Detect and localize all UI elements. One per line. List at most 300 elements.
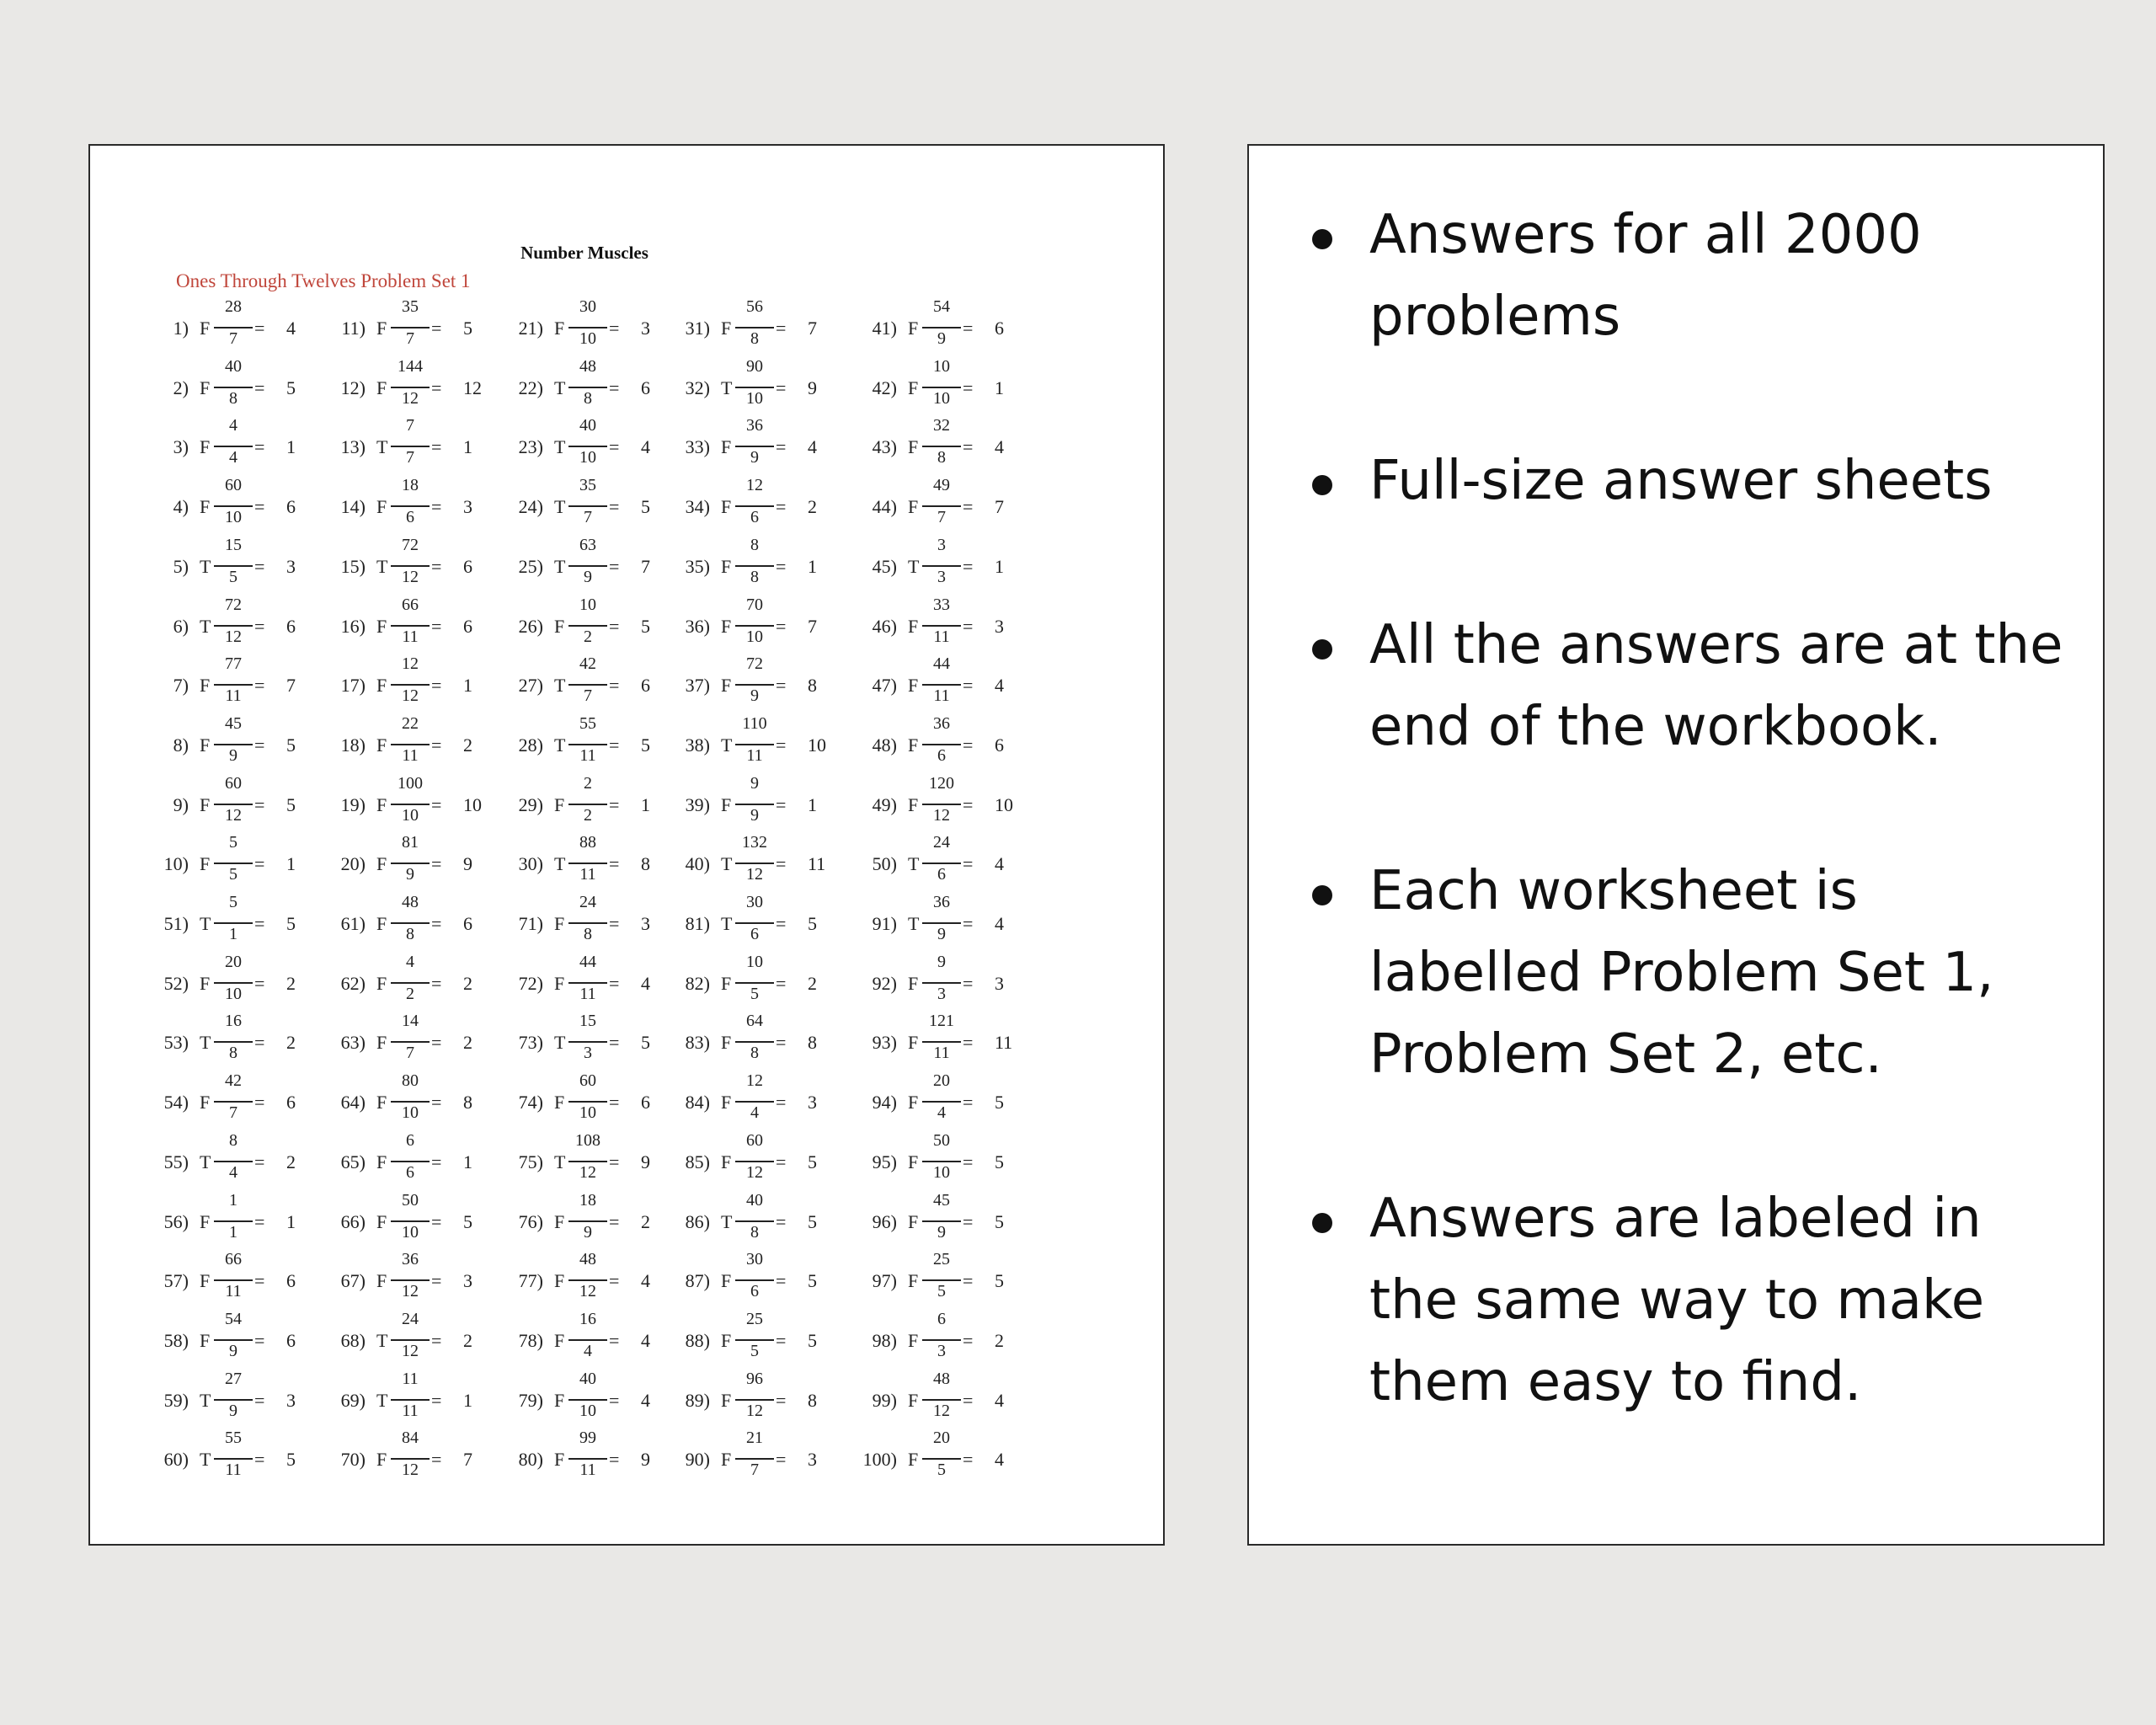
fraction [922,1071,961,1132]
problem-item [160,297,345,358]
problem-answer: 1 [808,555,817,577]
equals-sign: = [776,1210,787,1232]
problem-item [515,1370,700,1430]
equals-sign: = [431,1449,442,1471]
fraction-denominator: 6 [937,745,946,765]
true-false-mark: F [554,615,565,637]
fraction-denominator: 8 [750,567,759,586]
fraction-bar [214,922,253,924]
true-false-mark: F [908,318,919,339]
problem-answer: 6 [286,1270,296,1292]
fraction-numerator: 40 [746,1190,763,1210]
problem-item [515,297,700,358]
problem-item [515,774,700,835]
fraction [735,833,774,894]
fraction-denominator: 10 [225,984,242,1003]
problem-number: 20) [340,853,366,875]
fraction [922,774,961,835]
true-false-mark: T [200,1449,211,1471]
fraction-denominator: 12 [402,388,419,408]
fraction-bar [214,387,253,388]
fraction-numerator: 5 [229,893,237,911]
equals-sign: = [431,1210,442,1232]
problem-number: 24) [518,496,543,518]
fraction-bar [214,1220,253,1222]
problem-answer: 4 [641,972,650,994]
fraction-bar [214,446,253,447]
fraction-denominator: 4 [229,1162,237,1182]
true-false-mark: T [376,436,388,458]
true-false-mark: F [908,496,919,518]
fraction-denominator: 7 [406,329,414,348]
problem-number: 92) [872,972,897,994]
fraction-bar [568,1161,607,1162]
fraction [214,1370,253,1430]
fraction-denominator: 6 [406,508,414,527]
feature-card [1247,144,2105,1546]
fraction [735,297,774,358]
problem-number: 3) [173,436,189,458]
fraction-numerator: 72 [225,595,242,614]
fraction-bar [391,1161,430,1162]
problem-item [868,1012,1054,1072]
problem-item [160,953,345,1013]
problem-item [160,595,345,656]
true-false-mark: F [376,793,387,815]
fraction-denominator: 11 [579,745,596,765]
equals-sign: = [254,1032,265,1054]
fraction-bar [568,804,607,805]
fraction-bar [735,565,774,567]
fraction-numerator: 6 [406,1130,414,1150]
problem-answer: 6 [995,318,1004,339]
true-false-mark: F [908,734,919,756]
fraction [214,1429,253,1489]
fraction [568,893,607,953]
fraction [735,1310,774,1370]
equals-sign: = [776,1270,787,1292]
problem-answer: 1 [463,675,472,697]
fraction-bar [391,387,430,388]
fraction-denominator: 6 [750,925,759,943]
fraction [391,357,430,418]
equals-sign: = [963,1329,974,1351]
fraction-numerator: 48 [933,1369,950,1388]
fraction-numerator: 100 [398,773,423,793]
fraction-numerator: 7 [406,416,414,435]
fraction [922,1310,961,1370]
fraction [922,1370,961,1430]
true-false-mark: F [376,1270,387,1292]
problem-item [160,833,345,894]
problem-item [681,476,867,537]
fraction [922,357,961,418]
equals-sign: = [963,377,974,398]
feature-item [1312,1178,2087,1423]
fraction [735,1071,774,1132]
fraction-denominator: 8 [584,388,592,408]
problem-item [337,1310,522,1370]
fraction [922,1250,961,1311]
fraction-numerator: 90 [746,356,763,376]
problem-number: 47) [872,675,897,697]
fraction [922,833,961,894]
true-false-mark: F [554,1210,565,1232]
fraction-numerator: 12 [402,654,419,674]
fraction-bar [568,1279,607,1281]
fraction-numerator: 20 [225,952,242,971]
fraction-denominator: 12 [402,567,419,586]
fraction-bar [391,446,430,447]
true-false-mark: F [200,853,211,875]
problem-number: 55) [163,1151,189,1172]
fraction [922,953,961,1013]
problem-item [868,297,1054,358]
fraction-bar [922,1339,961,1341]
fraction [568,654,607,715]
fraction-numerator: 25 [933,1250,950,1269]
problem-answer: 5 [808,1151,817,1172]
true-false-mark: F [554,318,565,339]
problem-number: 68) [340,1329,366,1351]
fraction [391,1310,430,1370]
fraction-numerator: 6 [937,1309,946,1328]
true-false-mark: T [200,1032,211,1054]
true-false-mark: F [908,615,919,637]
fraction-denominator: 11 [746,745,763,765]
equals-sign: = [254,1092,265,1114]
problem-answer: 1 [286,853,296,875]
fraction-bar [391,1101,430,1103]
fraction-numerator: 32 [933,416,950,435]
problem-answer: 5 [995,1210,1004,1232]
true-false-mark: F [200,496,211,518]
problem-item [515,833,700,894]
fraction-numerator: 25 [746,1309,763,1328]
fraction [214,1012,253,1072]
fraction-denominator: 12 [225,627,242,646]
fraction-bar [214,1339,253,1341]
problem-item [160,893,345,953]
problem-answer: 2 [286,972,296,994]
fraction-bar [922,387,961,388]
fraction-bar [922,505,961,507]
problem-item [337,1191,522,1252]
problem-answer: 6 [286,1329,296,1351]
fraction-numerator: 18 [579,1190,596,1210]
problem-answer: 8 [808,1389,817,1411]
fraction-denominator: 6 [750,508,759,527]
problem-item [160,654,345,715]
problem-item [515,714,700,775]
equals-sign: = [609,1329,620,1351]
problem-item [515,536,700,596]
fraction-denominator: 10 [933,1162,950,1182]
problem-number: 6) [173,615,189,637]
true-false-mark: F [200,972,211,994]
true-false-mark: F [554,793,565,815]
fraction [735,1250,774,1311]
fraction [735,774,774,835]
fraction-denominator: 4 [750,1103,759,1123]
problem-item [337,774,522,835]
fraction-numerator: 20 [933,1071,950,1091]
true-false-mark: T [721,734,733,756]
problem-item [337,1429,522,1489]
true-false-mark: T [908,555,920,577]
fraction-numerator: 70 [746,595,763,614]
problem-answer: 6 [463,615,472,637]
fraction-denominator: 11 [225,686,242,706]
fraction [214,1250,253,1311]
true-false-mark: F [721,675,732,697]
fraction-denominator: 6 [937,865,946,884]
true-false-mark: F [200,1270,211,1292]
problem-answer: 9 [641,1151,650,1172]
problem-answer: 5 [995,1151,1004,1172]
fraction-bar [568,446,607,447]
problem-answer: 8 [808,675,817,697]
fraction [922,1191,961,1252]
equals-sign: = [431,793,442,815]
problem-item [515,1131,700,1192]
problem-item [868,893,1054,953]
problem-item [160,774,345,835]
fraction-denominator: 1 [229,925,237,943]
problem-item [337,1370,522,1430]
problem-number: 5) [173,555,189,577]
problem-number: 61) [340,913,366,934]
equals-sign: = [963,1449,974,1471]
problem-item [337,1250,522,1311]
fraction-numerator: 48 [402,893,419,911]
fraction-denominator: 9 [229,745,237,765]
problem-answer: 3 [463,496,472,518]
fraction-bar [568,565,607,567]
fraction-denominator: 6 [406,1162,414,1182]
fraction [391,476,430,537]
worksheet-page [88,144,1165,1546]
problem-number: 43) [872,436,897,458]
fraction-denominator: 3 [937,1341,946,1360]
fraction-denominator: 10 [933,388,950,408]
equals-sign: = [431,1092,442,1114]
true-false-mark: T [554,496,566,518]
fraction-bar [922,446,961,447]
problem-answer: 10 [463,793,482,815]
fraction-denominator: 5 [937,1461,946,1480]
fraction-denominator: 8 [750,1222,759,1242]
problem-answer: 1 [463,1151,472,1172]
true-false-mark: T [721,377,733,398]
fraction [568,1012,607,1072]
fraction-numerator: 22 [402,713,419,733]
fraction-bar [568,922,607,924]
fraction-bar [214,1399,253,1401]
problem-item [160,1191,345,1252]
equals-sign: = [609,318,620,339]
fraction-numerator: 8 [750,535,759,554]
fraction [391,654,430,715]
fraction-denominator: 8 [750,1044,759,1063]
fraction-bar [214,1161,253,1162]
fraction-bar [568,1458,607,1460]
fraction-denominator: 9 [750,805,759,825]
fraction-bar [214,565,253,567]
problem-number: 28) [518,734,543,756]
equals-sign: = [254,793,265,815]
equals-sign: = [431,1151,442,1172]
fraction [391,1429,430,1489]
equals-sign: = [963,1151,974,1172]
equals-sign: = [963,734,974,756]
fraction [568,297,607,358]
problem-answer: 6 [286,615,296,637]
fraction-denominator: 7 [937,508,946,527]
problem-item [160,1131,345,1192]
fraction-bar [735,1041,774,1043]
problem-number: 98) [872,1329,897,1351]
problem-number: 21) [518,318,543,339]
problem-item [160,1429,345,1489]
true-false-mark: T [554,675,566,697]
fraction-denominator: 3 [937,567,946,586]
true-false-mark: F [908,1329,919,1351]
true-false-mark: F [376,1032,387,1054]
problem-answer: 2 [463,1032,472,1054]
fraction-denominator: 10 [579,448,596,467]
problem-number: 31) [685,318,710,339]
problem-answer: 7 [808,318,817,339]
problem-item [515,1012,700,1072]
fraction-bar [214,744,253,745]
fraction [568,1071,607,1132]
problem-answer: 5 [641,615,650,637]
problem-number: 48) [872,734,897,756]
fraction-bar [568,982,607,984]
fraction-denominator: 9 [229,1341,237,1360]
fraction-numerator: 15 [225,535,242,554]
true-false-mark: F [200,318,211,339]
problem-number: 87) [685,1270,710,1292]
fraction-denominator: 5 [229,865,237,884]
problem-answer: 2 [286,1151,296,1172]
problem-item [681,536,867,596]
problem-number: 73) [518,1032,543,1054]
fraction-denominator: 11 [579,1461,596,1480]
fraction-denominator: 1 [229,1222,237,1242]
fraction-denominator: 11 [402,745,419,765]
problem-answer: 4 [641,1389,650,1411]
true-false-mark: F [376,675,387,697]
problem-number: 88) [685,1329,710,1351]
true-false-mark: T [200,913,211,934]
fraction-denominator: 11 [579,984,596,1003]
problem-number: 36) [685,615,710,637]
equals-sign: = [963,913,974,934]
fraction-denominator: 9 [584,1222,592,1242]
problem-number: 70) [340,1449,366,1471]
equals-sign: = [776,972,787,994]
fraction-numerator: 60 [579,1071,596,1091]
fraction-bar [735,744,774,745]
fraction-numerator: 24 [933,833,950,852]
true-false-mark: T [554,1032,566,1054]
problem-item [337,714,522,775]
problem-item [868,654,1054,715]
fraction-bar [568,1339,607,1341]
equals-sign: = [776,913,787,934]
true-false-mark: F [376,1210,387,1232]
true-false-mark: F [376,496,387,518]
fraction-bar [922,1279,961,1281]
equals-sign: = [254,1389,265,1411]
equals-sign: = [431,1389,442,1411]
fraction-denominator: 8 [229,388,237,408]
fraction-numerator: 72 [746,654,763,674]
fraction [214,714,253,775]
problem-number: 10) [163,853,189,875]
fraction-bar [568,327,607,328]
problem-number: 82) [685,972,710,994]
equals-sign: = [776,675,787,697]
fraction-numerator: 36 [746,416,763,435]
fraction [735,893,774,953]
fraction-denominator: 2 [406,984,414,1003]
fraction-denominator: 10 [579,1401,596,1420]
fraction-numerator: 14 [402,1012,419,1031]
true-false-mark: F [200,734,211,756]
true-false-mark: F [721,1151,732,1172]
fraction-denominator: 10 [579,329,596,348]
equals-sign: = [431,318,442,339]
fraction-numerator: 24 [402,1309,419,1328]
problem-number: 64) [340,1092,366,1114]
equals-sign: = [963,1032,974,1054]
fraction [568,595,607,656]
problem-number: 90) [685,1449,710,1471]
equals-sign: = [254,318,265,339]
problem-item [868,1250,1054,1311]
fraction-numerator: 18 [402,476,419,495]
problem-number: 59) [163,1389,189,1411]
fraction-numerator: 48 [579,1250,596,1269]
fraction-denominator: 10 [402,805,419,825]
problem-answer: 5 [995,1270,1004,1292]
true-false-mark: F [376,1092,387,1114]
fraction-denominator: 10 [402,1103,419,1123]
fraction-numerator: 27 [225,1369,242,1388]
fraction-denominator: 4 [584,1341,592,1360]
fraction [391,1071,430,1132]
fraction-numerator: 132 [742,833,767,852]
equals-sign: = [431,675,442,697]
true-false-mark: T [554,377,566,398]
fraction-bar [391,1399,430,1401]
problem-answer: 5 [808,913,817,934]
equals-sign: = [963,853,974,875]
equals-sign: = [776,615,787,637]
fraction-numerator: 55 [579,713,596,733]
fraction-denominator: 12 [746,1162,763,1182]
fraction [568,774,607,835]
fraction-bar [214,982,253,984]
problem-item [681,893,867,953]
fraction-bar [735,505,774,507]
true-false-mark: T [376,1389,388,1411]
fraction-numerator: 36 [933,713,950,733]
problem-item [337,953,522,1013]
